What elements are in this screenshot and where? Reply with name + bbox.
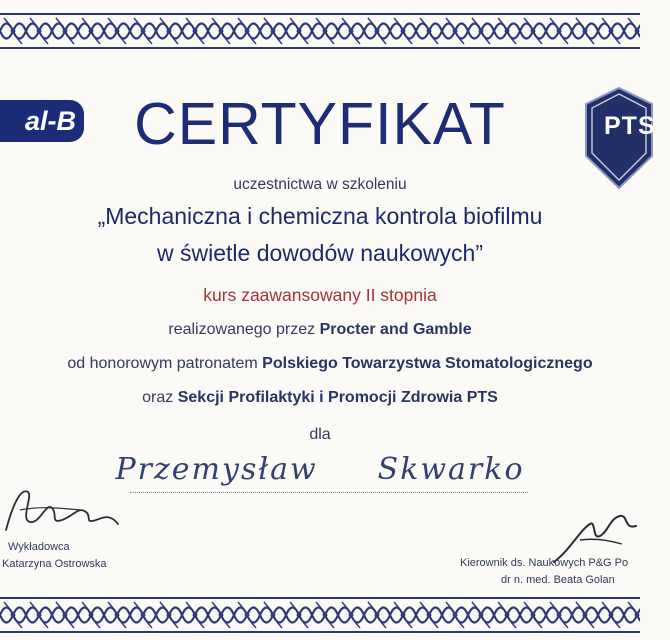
section-line (0, 389, 640, 407)
patronage-line (0, 355, 670, 373)
patronage-prefix: od honorowym patronatem (67, 355, 258, 372)
section-prefix: oraz (142, 389, 174, 406)
lecturer-signature (0, 480, 130, 540)
organizer-prefix: realizowanego przez (168, 321, 316, 338)
section-name: Sekcji Profilaktyki i Promocji Zdrowia PTS (177, 389, 498, 406)
course-title-line-1: „Mechaniczna i chemiczna kontrola biofilmu (97, 203, 543, 229)
oral-b-logo-text: al-B (24, 106, 76, 136)
manager-name: dr n. med. Beata Golan (501, 574, 615, 586)
organizer-name: Procter and Gamble (319, 321, 472, 338)
for-label: dla (309, 426, 331, 443)
lecturer-name: Katarzyna Ostrowska (2, 558, 107, 570)
recipient-first-name: Przemysław (115, 452, 318, 487)
pts-logo-text: PTS (604, 112, 656, 140)
decorative-border-bottom (0, 596, 640, 634)
manager-role: Kierownik ds. Naukowych P&G Po (460, 557, 629, 569)
recipient-last-name: Skwarko (377, 452, 525, 487)
intro-text: uczestnictwa w szkoleniu (233, 176, 407, 193)
course-level: kurs zaawansowany II stopnia (203, 285, 437, 305)
certificate-title: CERTYFIKAT (134, 91, 506, 157)
patronage-name: Polskiego Towarzystwa Stomatologicznego (262, 355, 593, 372)
recipient-dotted-line (130, 492, 528, 494)
course-title-line-2: w świetle dowodów naukowych” (157, 240, 483, 266)
organizer-line (0, 321, 640, 339)
decorative-border-top (0, 12, 640, 50)
lecturer-role: Wykładowca (8, 541, 70, 553)
